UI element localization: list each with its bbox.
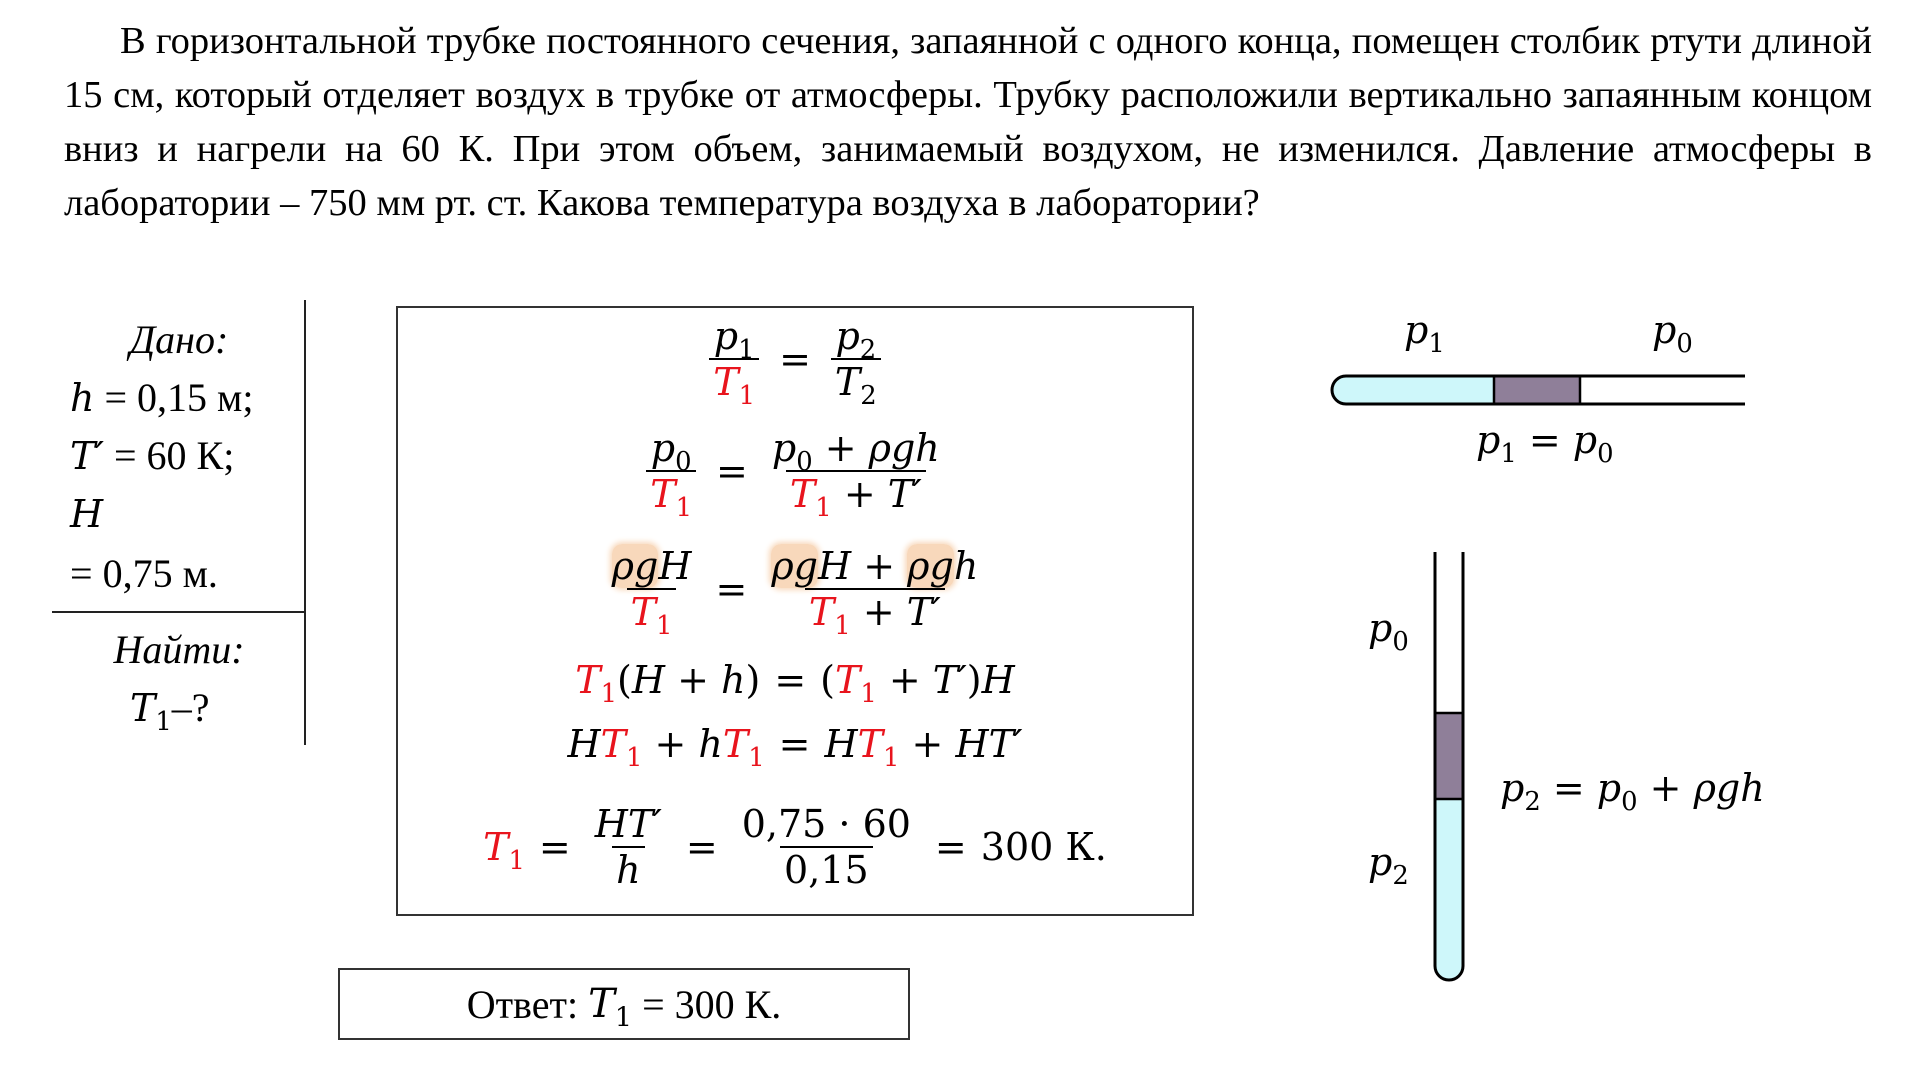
given-t-prime: T′ = 60 К;	[70, 433, 235, 478]
label-p0-horizontal: $p_0$	[1652, 308, 1693, 360]
horizontal-mercury-column	[1494, 376, 1580, 404]
label-p1: $p_1$	[1404, 308, 1445, 360]
label-p0-vertical: $p_0$	[1368, 606, 1409, 658]
equation-2: $\frac{p_0}{T_1}$ = $\frac{p_0 + \rho gh}{T_1 + T'}$	[398, 426, 1192, 516]
solution-box	[396, 306, 1194, 916]
tube-diagrams	[1320, 300, 1920, 1000]
final-numerator: 0,75 · 60	[741, 802, 911, 846]
tube-diagrams-svg	[1320, 300, 1920, 1000]
final-denominator: 0,15	[780, 846, 873, 892]
given-section	[52, 300, 306, 745]
answer-box: Ответ: $T_1$ = 300 К.	[338, 968, 910, 1040]
equation-3: $\frac{\text{ρgH}}{T_1}$ = $\frac{\text{ρgH + ρgh}}{T_1 + T'}$	[611, 544, 979, 642]
given-h-value: 0,15 м;	[137, 375, 254, 420]
equation-6: $T_1$ = $\frac{HT'}{h}$ = $\frac{0,75 \cdot 60}{0,15}$ = 300 К.	[483, 802, 1107, 892]
answer-value: 300 К.	[674, 981, 782, 1027]
equation-4: $T_1$ ( H + h ) = ( $T_1$ + T′ ) H	[575, 658, 1015, 710]
horizontal-tube	[1332, 376, 1745, 404]
given-t-prime-value: 60 К;	[146, 433, 235, 478]
find-suffix: –?	[171, 685, 210, 730]
problem-statement: В горизонтальной трубке постоянного сечения, запаянной с одного конца, помещен столбик ртути длиной 15 см, который отделяет воздух в трубке от атмосферы. Трубку расположили вертикально запаянным концом вниз и нагрели на 60 К. При этом объем, занимаемый воздухом, не изменился. Давление атмосферы в лаборатории – 750 мм рт. ст. Какова температура воздуха в лаборатории?	[64, 20, 1872, 224]
given-H-symbol: H	[70, 492, 104, 536]
vertical-mercury-column	[1435, 713, 1463, 799]
find-title: Найти:	[113, 627, 245, 672]
given-h: h = 0,15 м;	[70, 375, 254, 420]
final-result: 300 К.	[980, 825, 1107, 869]
vertical-tube	[1435, 552, 1463, 980]
find-target: $T_1-$?	[130, 685, 210, 738]
label-p2: $p_2$	[1368, 840, 1409, 892]
equation-1: $\frac{p_1}{T_1}$ = $\frac{p_2}{T_2}$	[398, 314, 1192, 404]
answer-label: Ответ:	[466, 981, 579, 1027]
equation-5: H $T_1$ + h $T_1$ = H $T_1$ + HT′	[567, 722, 1023, 774]
relation-p2: $p_2 = p_0 + \rho gh$	[1500, 766, 1765, 818]
relation-p1-p0: $p_1 = p_0$	[1476, 418, 1614, 470]
vertical-air-column	[1435, 799, 1463, 980]
horizontal-air-column	[1332, 376, 1494, 404]
given-title: Дано:	[129, 317, 229, 362]
given-H-value: 0,75 м.	[102, 551, 218, 596]
given-H-value-line: = 0,75 м.	[70, 551, 218, 596]
